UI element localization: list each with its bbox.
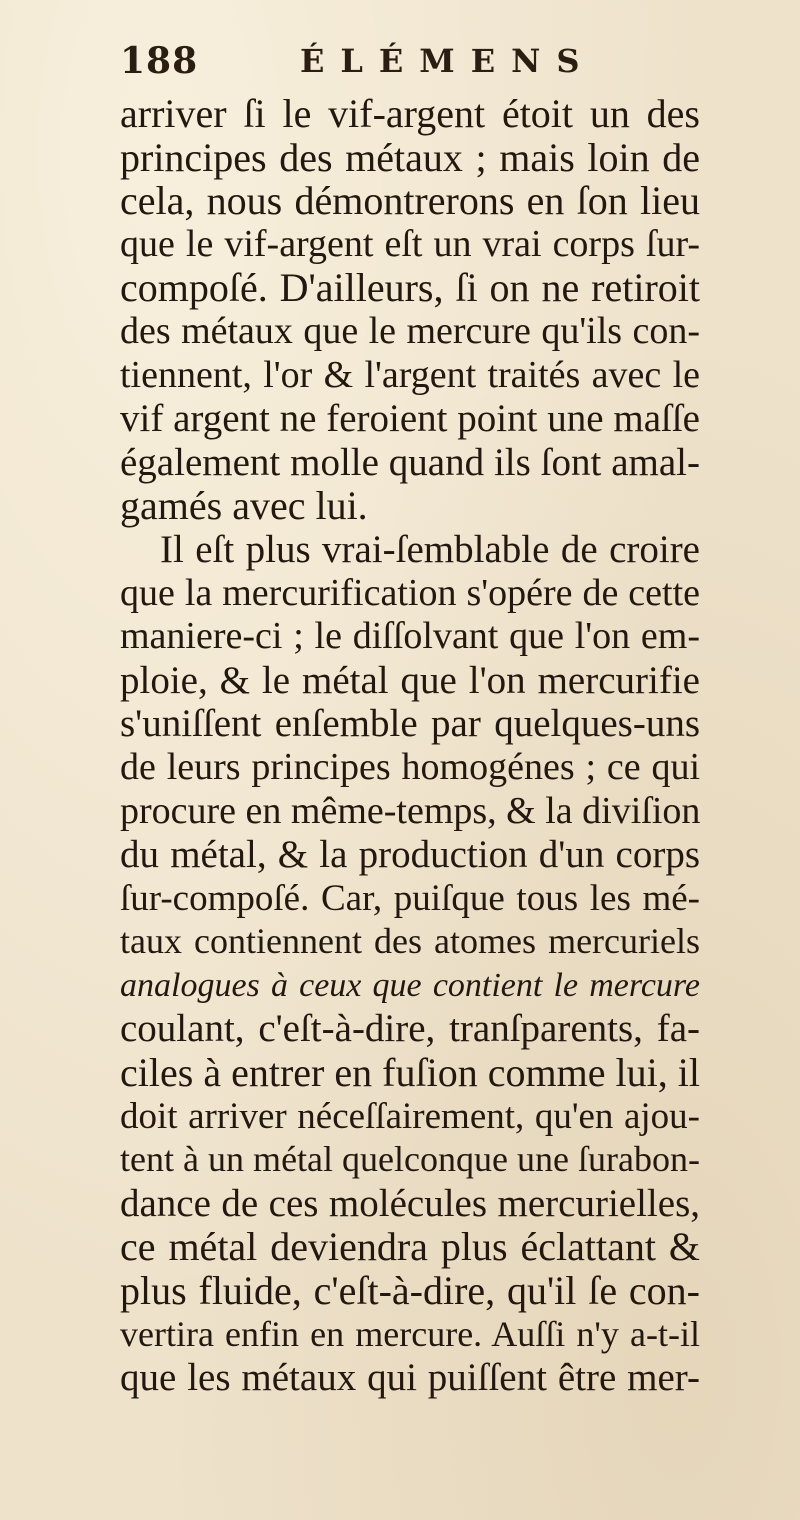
text-line: que la mercurification s'opére de cette bbox=[120, 571, 700, 614]
page-header bbox=[120, 40, 680, 90]
text-line: principes des métaux ; mais loin de bbox=[120, 134, 700, 180]
text-line: arriver ſi le vif-argent étoit un des bbox=[120, 91, 700, 136]
text-line: procure en même-temps, & la diviſion bbox=[120, 789, 701, 832]
text-line: cela, nous démontrerons en ſon lieu bbox=[120, 178, 700, 224]
paragraph-start-line: Il eſt plus vrai-ſemblable de croire bbox=[160, 527, 700, 571]
text-line: tiennent, l'or & l'argent traités avec le bbox=[120, 353, 700, 396]
text-line: plus fluide, c'eſt-à-dire, qu'il ſe con- bbox=[120, 1268, 700, 1314]
text-line: coulant, c'eſt-à-dire, tranſparents, fa- bbox=[120, 1007, 700, 1051]
text-line: également molle quand ils ſont amal- bbox=[120, 440, 700, 484]
text-line: ce métal deviendra plus éclattant & bbox=[120, 1224, 700, 1270]
text-line: gamés avec lui. bbox=[120, 483, 368, 529]
text-line: des métaux que le mercure qu'ils con- bbox=[120, 309, 700, 352]
text-line: du métal, & la production d'un corps bbox=[120, 833, 700, 877]
text-line: ciles à entrer en fuſion comme lui, il bbox=[120, 1050, 700, 1096]
page-number: 188 bbox=[120, 40, 199, 82]
text-line: s'uniſſent enſemble par quelques-uns bbox=[120, 702, 700, 746]
body-text bbox=[120, 92, 700, 1400]
text-line: de leurs principes homogénes ; ce qui bbox=[120, 745, 700, 788]
text-line: dance de ces molécules mercurielles, bbox=[120, 1181, 700, 1225]
text-line: ploie, & le métal que l'on mercurifie bbox=[120, 658, 700, 702]
text-line: que le vif-argent eſt un vrai corps ſur- bbox=[120, 222, 700, 265]
text-line-italic: analogues à ceux que contient le mercure bbox=[120, 966, 700, 1004]
text-line: taux contiennent des atomes mercuriels bbox=[120, 921, 700, 962]
text-line: vif argent ne feroient point une maſſe bbox=[120, 397, 700, 441]
text-line: maniere-ci ; le diſſolvant que l'on em- bbox=[120, 615, 700, 658]
text-line: ſur-compoſé. Car, puiſque tous les mé- bbox=[120, 877, 700, 919]
text-line: compoſé. D'ailleurs, ſi on ne retiroit bbox=[120, 265, 700, 311]
text-line: tent à un métal quelconque une ſurabon- bbox=[120, 1139, 700, 1180]
text-line: que les métaux qui puiſſent être mer- bbox=[120, 1356, 700, 1400]
text-line: vertira enfin en mercure. Auſſi n'y a-t-il bbox=[120, 1313, 700, 1354]
running-title: ÉLÉMENS bbox=[300, 42, 596, 80]
text-line: doit arriver néceſſairement, qu'en ajou- bbox=[120, 1095, 700, 1137]
